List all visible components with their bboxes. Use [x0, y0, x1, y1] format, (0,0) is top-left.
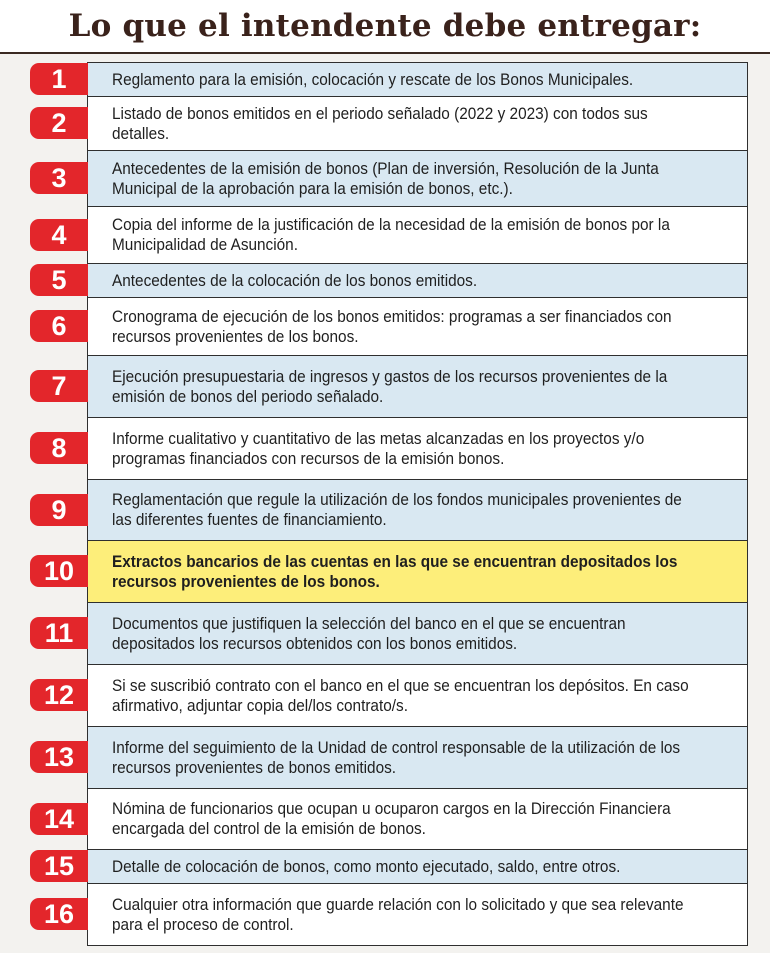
item-number-badge: 4: [30, 219, 88, 251]
item-box: [87, 62, 748, 97]
list-item: [0, 96, 770, 150]
item-box: [87, 263, 748, 298]
item-text: Cronograma de ejecución de los bonos emitidos: programas a ser financiados con recursos provenientes de los bonos.: [112, 307, 672, 346]
item-box: [87, 355, 748, 418]
item-number-badge: 15: [30, 850, 88, 882]
item-number-badge: 2: [30, 107, 88, 139]
list-item: [0, 355, 770, 417]
item-box: [87, 96, 748, 151]
item-box: [87, 540, 748, 603]
item-box: [87, 150, 748, 207]
item-text: Copia del informe de la justificación de la necesidad de la emisión de bonos por la Municipalidad de Asunción.: [112, 216, 670, 254]
item-number-badge: 14: [30, 803, 88, 835]
item-box: [87, 417, 748, 480]
list-item: [0, 206, 770, 263]
item-box: [87, 849, 748, 884]
list-item: [0, 726, 770, 788]
item-text: Reglamento para la emisión, colocación y rescate de los Bonos Municipales.: [112, 70, 634, 89]
item-number-badge: 10: [30, 555, 88, 587]
item-text: Ejecución presupuestaria de ingresos y gastos de los recursos provenientes de la emisión de bonos del periodo señalado.: [112, 367, 668, 406]
item-text: Informe del seguimiento de la Unidad de control responsable de la utilización de los recursos provenientes de bonos emitidos.: [112, 738, 681, 777]
item-number-badge: 8: [30, 432, 88, 464]
list-item: [0, 150, 770, 206]
item-number-badge: 7: [30, 370, 88, 402]
item-text: Documentos que justifiquen la selección del banco en el que se encuentran depositados los recursos obtenidos con los bonos emitidos.: [112, 614, 626, 653]
item-number-badge: 1: [30, 63, 88, 95]
item-text: Antecedentes de la emisión de bonos (Plan de inversión, Resolución de la Junta Municipal de la aprobación para la emisión de bonos, etc.).: [112, 159, 659, 198]
list-item: [0, 883, 770, 945]
title-bar: [0, 0, 770, 54]
item-text: Extractos bancarios de las cuentas en las que se encuentran depositados los recursos provenientes de los bonos.: [112, 552, 678, 591]
item-number-badge: 3: [30, 162, 88, 194]
item-box: [87, 788, 748, 850]
list-item: [0, 849, 770, 883]
item-number-badge: 6: [30, 310, 88, 342]
list-item: [0, 297, 770, 355]
item-number-badge: 13: [30, 741, 88, 773]
list-item: [0, 479, 770, 540]
item-number-badge: 9: [30, 494, 88, 526]
list-item: [0, 62, 770, 96]
item-text: Reglamentación que regule la utilización de los fondos municipales provenientes de las diferentes fuentes de financiamiento.: [112, 491, 682, 529]
item-text: Antecedentes de la colocación de los bonos emitidos.: [112, 271, 478, 290]
item-box: [87, 479, 748, 541]
item-text: Nómina de funcionarios que ocupan u ocuparon cargos en la Dirección Financiera encargada del control de la emisión de bonos.: [112, 800, 671, 838]
item-box: [87, 664, 748, 727]
item-text: Informe cualitativo y cuantitativo de las metas alcanzadas en los proyectos y/o programas financiados con recursos de la emisión bonos.: [112, 429, 645, 468]
list-item: [0, 263, 770, 297]
list-item: [0, 602, 770, 664]
item-text: Si se suscribió contrato con el banco en el que se encuentran los depósitos. En caso afirmativo, adjuntar copia del/los contrato/s.: [112, 676, 689, 715]
item-box: [87, 297, 748, 356]
item-text: Listado de bonos emitidos en el periodo señalado (2022 y 2023) con todos sus detalles.: [112, 104, 648, 143]
item-number-badge: 16: [30, 898, 88, 930]
item-text: Detalle de colocación de bonos, como monto ejecutado, saldo, entre otros.: [112, 857, 621, 876]
item-box: [87, 206, 748, 264]
list-item: [0, 788, 770, 849]
item-number-badge: 11: [30, 617, 88, 649]
item-text: Cualquier otra información que guarde relación con lo solicitado y que sea relevante para el proceso de control.: [112, 895, 684, 934]
list-item: [0, 417, 770, 479]
item-box: [87, 726, 748, 789]
page-title: Lo que el intendente debe entregar:: [68, 8, 702, 44]
item-box: [87, 883, 748, 946]
list-item: [0, 664, 770, 726]
item-box: [87, 602, 748, 665]
item-number-badge: 5: [30, 264, 88, 296]
requirements-panel: [0, 54, 770, 953]
list-item: [0, 540, 770, 602]
item-number-badge: 12: [30, 679, 88, 711]
